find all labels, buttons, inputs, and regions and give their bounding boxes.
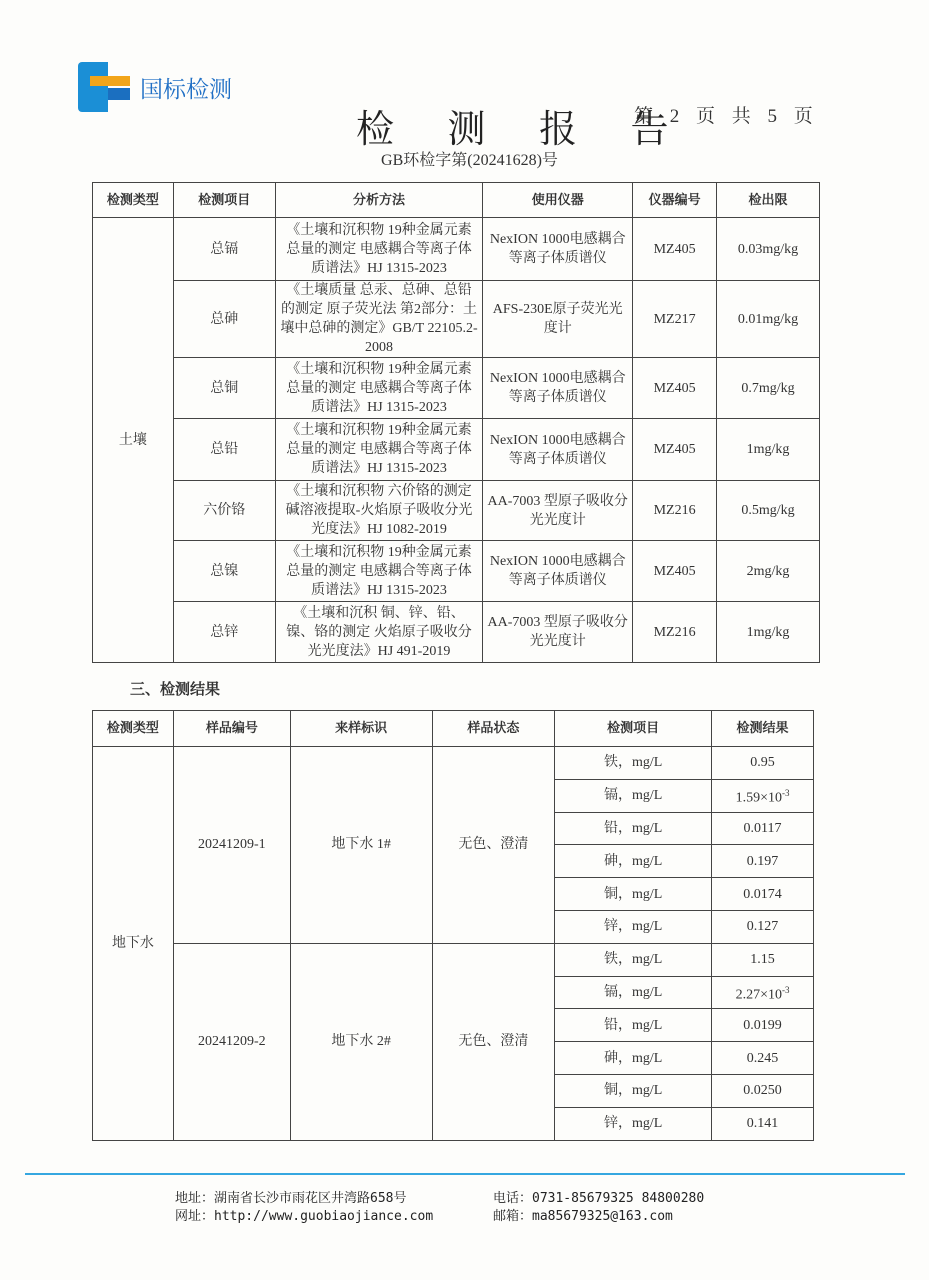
result-value: 0.0174 — [743, 886, 782, 902]
result-value: 1.59×10 — [735, 790, 782, 806]
test-item-cell: 镉，mg/L — [555, 976, 712, 1009]
table-row — [93, 419, 820, 481]
code-cell: MZ216 — [633, 602, 717, 663]
column-header: 检测类型 — [93, 183, 174, 218]
column-header: 使用仪器 — [483, 183, 633, 218]
result-exponent: -3 — [781, 787, 790, 798]
table-row — [93, 602, 820, 663]
result-value: 0.0199 — [743, 1017, 782, 1033]
footer-address: 地址：湖南省长沙市雨花区井湾路658号 — [175, 1191, 407, 1206]
footer-email[interactable]: 邮箱：ma85679325@163.com — [493, 1209, 673, 1224]
item-cell: 总镍 — [173, 541, 275, 602]
column-header: 样品状态 — [432, 711, 555, 747]
table-row — [93, 481, 820, 541]
result-value: 0.245 — [746, 1050, 779, 1066]
company-logo — [78, 62, 232, 112]
category-cell: 土壤 — [93, 218, 174, 663]
result-value: 0.197 — [746, 853, 779, 869]
code-cell: MZ405 — [633, 218, 717, 281]
result-value: 0.127 — [746, 919, 779, 935]
result-value: 0.0117 — [743, 820, 782, 836]
method-table — [92, 182, 820, 663]
instrument-cell: AFS-230E原子荧光光度计 — [483, 281, 633, 358]
instrument-cell: AA-7003 型原子吸收分光光度计 — [483, 481, 633, 541]
section-title: 三、检测结果 — [130, 680, 221, 698]
item-cell: 六价铬 — [173, 481, 275, 541]
footer-right — [493, 1190, 704, 1226]
result-cell — [712, 943, 814, 976]
category-cell: 地下水 — [93, 747, 174, 1141]
result-cell — [712, 1074, 814, 1107]
table-row — [93, 943, 814, 976]
limit-cell: 1mg/kg — [717, 419, 820, 481]
sample-label-cell: 地下水 2# — [290, 943, 432, 1140]
column-header: 检出限 — [717, 183, 820, 218]
method-cell: 《土壤和沉积物 六价铬的测定 碱溶液提取-火焰原子吸收分光光度法》HJ 1082-2019 — [275, 481, 483, 541]
sample-id-cell: 20241209-1 — [173, 747, 290, 944]
test-item-cell: 铅，mg/L — [555, 1009, 712, 1042]
code-cell: MZ217 — [633, 281, 717, 358]
limit-cell: 0.7mg/kg — [717, 358, 820, 419]
limit-cell: 0.01mg/kg — [717, 281, 820, 358]
column-header: 检测类型 — [93, 711, 174, 747]
table-row — [93, 358, 820, 419]
table-row — [93, 281, 820, 358]
page-title: 检 测 报 告 — [356, 109, 691, 151]
column-header: 来样标识 — [290, 711, 432, 747]
column-header: 检测结果 — [712, 711, 814, 747]
method-cell: 《土壤质量 总汞、总砷、总铅的测定 原子荧光法 第2部分：土壤中总砷的测定》GB/T 22105.2-2008 — [275, 281, 483, 358]
method-cell: 《土壤和沉积物 19种金属元素总量的测定 电感耦合等离子体质谱法》HJ 1315-2023 — [275, 218, 483, 281]
result-value: 0.141 — [746, 1116, 779, 1132]
limit-cell: 1mg/kg — [717, 602, 820, 663]
code-cell: MZ405 — [633, 541, 717, 602]
method-cell: 《土壤和沉积物 19种金属元素总量的测定 电感耦合等离子体质谱法》HJ 1315-2023 — [275, 419, 483, 481]
item-cell: 总铅 — [173, 419, 275, 481]
item-cell: 总砷 — [173, 281, 275, 358]
limit-cell: 0.5mg/kg — [717, 481, 820, 541]
footer-phone: 电话：0731-85679325 84800280 — [493, 1191, 705, 1206]
result-cell — [712, 812, 814, 845]
test-item-cell: 砷，mg/L — [555, 845, 712, 878]
sample-label-cell: 地下水 1# — [290, 747, 432, 944]
footer-left — [175, 1190, 433, 1226]
result-value: 1.15 — [750, 952, 775, 968]
item-cell: 总镉 — [173, 218, 275, 281]
instrument-cell: NexION 1000电感耦合等离子体质谱仪 — [483, 541, 633, 602]
instrument-cell: NexION 1000电感耦合等离子体质谱仪 — [483, 419, 633, 481]
table-row — [93, 541, 820, 602]
report-number: GB环检字第(20241628)号 — [381, 152, 558, 169]
test-item-cell: 锌，mg/L — [555, 910, 712, 943]
test-item-cell: 铁，mg/L — [555, 747, 712, 780]
column-header: 仪器编号 — [633, 183, 717, 218]
sample-state-cell: 无色、澄清 — [432, 943, 555, 1140]
result-cell — [712, 1042, 814, 1075]
test-item-cell: 铁，mg/L — [555, 943, 712, 976]
result-cell — [712, 1009, 814, 1042]
test-item-cell: 砷，mg/L — [555, 1042, 712, 1075]
result-cell — [712, 910, 814, 943]
column-header: 样品编号 — [173, 711, 290, 747]
test-item-cell: 铜，mg/L — [555, 878, 712, 911]
result-exponent: -3 — [781, 984, 790, 995]
logo-mark-icon — [78, 62, 134, 112]
column-header: 检测项目 — [173, 183, 275, 218]
column-header: 分析方法 — [275, 183, 483, 218]
result-value: 0.0250 — [743, 1083, 782, 1099]
result-cell — [712, 779, 814, 812]
result-cell — [712, 747, 814, 780]
item-cell: 总铜 — [173, 358, 275, 419]
test-item-cell: 铜，mg/L — [555, 1074, 712, 1107]
result-cell — [712, 1107, 814, 1140]
instrument-cell: AA-7003 型原子吸收分光光度计 — [483, 602, 633, 663]
footer-website[interactable]: 网址：http://www.guobiaojiance.com — [175, 1209, 434, 1224]
limit-cell: 0.03mg/kg — [717, 218, 820, 281]
instrument-cell: NexION 1000电感耦合等离子体质谱仪 — [483, 358, 633, 419]
results-table — [92, 710, 814, 1141]
sample-state-cell: 无色、澄清 — [432, 747, 555, 944]
test-item-cell: 镉，mg/L — [555, 779, 712, 812]
code-cell: MZ405 — [633, 419, 717, 481]
limit-cell: 2mg/kg — [717, 541, 820, 602]
result-cell — [712, 845, 814, 878]
result-value: 2.27×10 — [735, 987, 782, 1003]
code-cell: MZ405 — [633, 358, 717, 419]
method-cell: 《土壤和沉积 铜、锌、铅、镍、铬的测定 火焰原子吸收分光光度法》HJ 491-2019 — [275, 602, 483, 663]
table-row — [93, 218, 820, 281]
method-cell: 《土壤和沉积物 19种金属元素总量的测定 电感耦合等离子体质谱法》HJ 1315-2023 — [275, 358, 483, 419]
footer-divider — [25, 1173, 905, 1175]
instrument-cell: NexION 1000电感耦合等离子体质谱仪 — [483, 218, 633, 281]
result-value: 0.95 — [750, 755, 775, 771]
table-row — [93, 747, 814, 780]
code-cell: MZ216 — [633, 481, 717, 541]
sample-id-cell: 20241209-2 — [173, 943, 290, 1140]
test-item-cell: 锌，mg/L — [555, 1107, 712, 1140]
test-item-cell: 铅，mg/L — [555, 812, 712, 845]
result-cell — [712, 976, 814, 1009]
page-indicator: 第 2 页 共 5 页 — [634, 106, 819, 127]
logo-text: 国标检测 — [140, 76, 232, 103]
column-header: 检测项目 — [555, 711, 712, 747]
result-cell — [712, 878, 814, 911]
item-cell: 总锌 — [173, 602, 275, 663]
method-cell: 《土壤和沉积物 19种金属元素总量的测定 电感耦合等离子体质谱法》HJ 1315-2023 — [275, 541, 483, 602]
